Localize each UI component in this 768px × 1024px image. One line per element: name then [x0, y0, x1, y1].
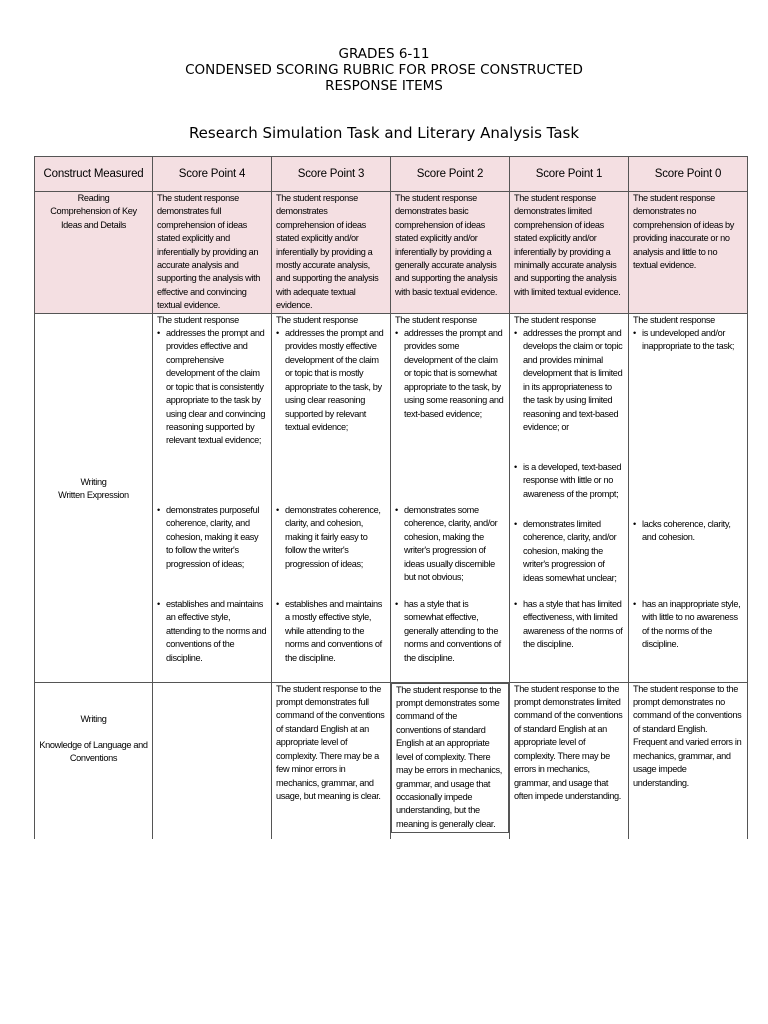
- rubric-title: CONDENSED SCORING RUBRIC FOR PROSE CONSTRUCTED: [185, 62, 583, 78]
- construct-writing-detail: Written Expression: [58, 490, 129, 501]
- rubric-title-continued: RESPONSE ITEMS: [325, 78, 443, 94]
- writing-1-development: • addresses the prompt and develops the claim or topic and provides minimal development that is limited in its appropriateness to the task by using limited reasoning and text-based evidence; or: [514, 327, 624, 461]
- writing-1-coherence: • demonstrates limited coherence, clarity, and/or cohesion, making the writer's progression of ideas somewhat unclear;: [514, 518, 624, 598]
- construct-reading-detail: Comprehension of Key Ideas and Details: [50, 206, 137, 230]
- writing-2-development: • addresses the prompt and provides some development of the claim or topic that is somewhat appropriate to the task, by using some reasoning and text-based evidence;: [395, 327, 505, 504]
- writing-2-style: • has a style that is somewhat effective, generally attending to the norms and conventions of the discipline.: [395, 598, 505, 665]
- conventions-score-2-text: The student response to the prompt demonstrates some command of the conventions of standard English at an appropriate level of complexity. There may be errors in mechanics, grammar, and usage that occasionally impede understanding, but the meaning is generally clear.: [391, 683, 509, 833]
- construct-conventions-label: Writing: [80, 713, 107, 724]
- header-score-point-3: Score Point 3: [272, 157, 391, 192]
- reading-score-4: The student response demonstrates full comprehension of ideas stated explicitly and inferentially by providing an accurate analysis and supporting the analysis with effective and convincing textual evidence.: [153, 192, 272, 314]
- writing-lead: The student response: [633, 314, 715, 325]
- writing-3-development: • addresses the prompt and provides mostly effective development of the claim or topic that is mostly appropriate to the task, by using clear reasoning supported by relevant textual evidence;: [276, 327, 386, 504]
- writing-lead: The student response: [514, 314, 596, 325]
- construct-spacer: [39, 726, 148, 739]
- header-construct-measured: Construct Measured: [35, 157, 153, 192]
- writing-0-development: • is undeveloped and/or inappropriate to the task;: [633, 327, 743, 518]
- table-row-conventions: [35, 682, 748, 839]
- writing-0-coherence: • lacks coherence, clarity, and cohesion.: [633, 518, 743, 598]
- writing-1-style: • has a style that has limited effectiveness, with limited awareness of the norms of the discipline.: [514, 598, 624, 652]
- writing-1-no-awareness: • is a developed, text-based response with little or no awareness of the prompt;: [514, 461, 624, 518]
- conventions-score-3: The student response to the prompt demonstrates full command of the conventions of standard English at an appropriate level of complexity. There may be a few minor errors in mechanics, grammar, and usage, but meaning is clear.: [272, 682, 391, 839]
- conventions-score-4: [153, 682, 272, 839]
- writing-4-coherence: • demonstrates purposeful coherence, clarity, and cohesion, making it easy to follow the writer's progression of ideas;: [157, 504, 267, 598]
- writing-score-2: [391, 313, 510, 682]
- writing-score-0: [629, 313, 748, 682]
- writing-lead: The student response: [157, 314, 239, 325]
- document-title: [0, 46, 768, 94]
- writing-2-coherence: • demonstrates some coherence, clarity, and/or cohesion, making the writer's progression of ideas usually discernible but not obvious;: [395, 504, 505, 598]
- table-row-writing: [35, 313, 748, 682]
- writing-score-3: [272, 313, 391, 682]
- grade-range: GRADES 6-11: [338, 46, 430, 62]
- writing-score-1: [510, 313, 629, 682]
- reading-score-3: The student response demonstrates comprehension of ideas stated explicitly and/or inferentially by providing a mostly accurate analysis, and supporting the analysis with adequate textual evidence.: [272, 192, 391, 314]
- header-score-point-0: Score Point 0: [629, 157, 748, 192]
- reading-score-2: The student response demonstrates basic comprehension of ideas stated explicitly and/or inferentially by providing a generally accurate analysis and supporting the analysis with basic textual evidence.: [391, 192, 510, 314]
- writing-4-style: • establishes and maintains an effective style, attending to the norms and conventions of the discipline.: [157, 598, 267, 665]
- construct-writing: [35, 313, 153, 682]
- header-score-point-4: Score Point 4: [153, 157, 272, 192]
- writing-3-coherence: • demonstrates coherence, clarity, and cohesion, making it fairly easy to follow the writer's progression of ideas;: [276, 504, 386, 598]
- reading-score-1: The student response demonstrates limited comprehension of ideas stated explicitly and/or inferentially by providing a minimally accurate analysis and supporting the analysis with limited textual evidence.: [510, 192, 629, 314]
- writing-4-development: • addresses the prompt and provides effective and comprehensive development of the claim or topic that is consistently appropriate to the task by using clear and convincing reasoning supported by relevant textual evidence;: [157, 327, 267, 504]
- conventions-score-1: The student response to the prompt demonstrates limited command of the conventions of standard English at an appropriate level of complexity. There may be errors in mechanics, grammar, and usage that often impede understanding.: [510, 682, 629, 839]
- task-subtitle: Research Simulation Task and Literary Analysis Task: [188, 124, 580, 142]
- conventions-score-0: The student response to the prompt demonstrates no command of the conventions of standard English. Frequent and varied errors in mechanics, grammar, and usage impede understanding.: [629, 682, 748, 839]
- header-score-point-1: Score Point 1: [510, 157, 629, 192]
- writing-score-4: [153, 313, 272, 682]
- scoring-rubric-table: [34, 156, 748, 839]
- construct-conventions-detail: Knowledge of Language and Conventions: [39, 740, 148, 764]
- writing-lead: The student response: [276, 314, 358, 325]
- reading-score-0: The student response demonstrates no comprehension of ideas by providing inaccurate or no analysis and little to no textual evidence.: [629, 192, 748, 314]
- header-score-point-2: Score Point 2: [391, 157, 510, 192]
- writing-0-style: • has an inappropriate style, with little to no awareness of the norms of the discipline.: [633, 598, 743, 652]
- header-row: [35, 157, 748, 192]
- writing-lead: The student response: [395, 314, 477, 325]
- construct-reading: [35, 192, 153, 314]
- construct-conventions: [35, 682, 153, 839]
- conventions-score-2: [391, 682, 510, 839]
- table-row-reading: [35, 192, 748, 314]
- construct-reading-label: Reading: [77, 193, 110, 203]
- writing-3-style: • establishes and maintains a mostly effective style, while attending to the norms and conventions of the discipline.: [276, 598, 386, 665]
- construct-writing-label: Writing: [80, 476, 107, 487]
